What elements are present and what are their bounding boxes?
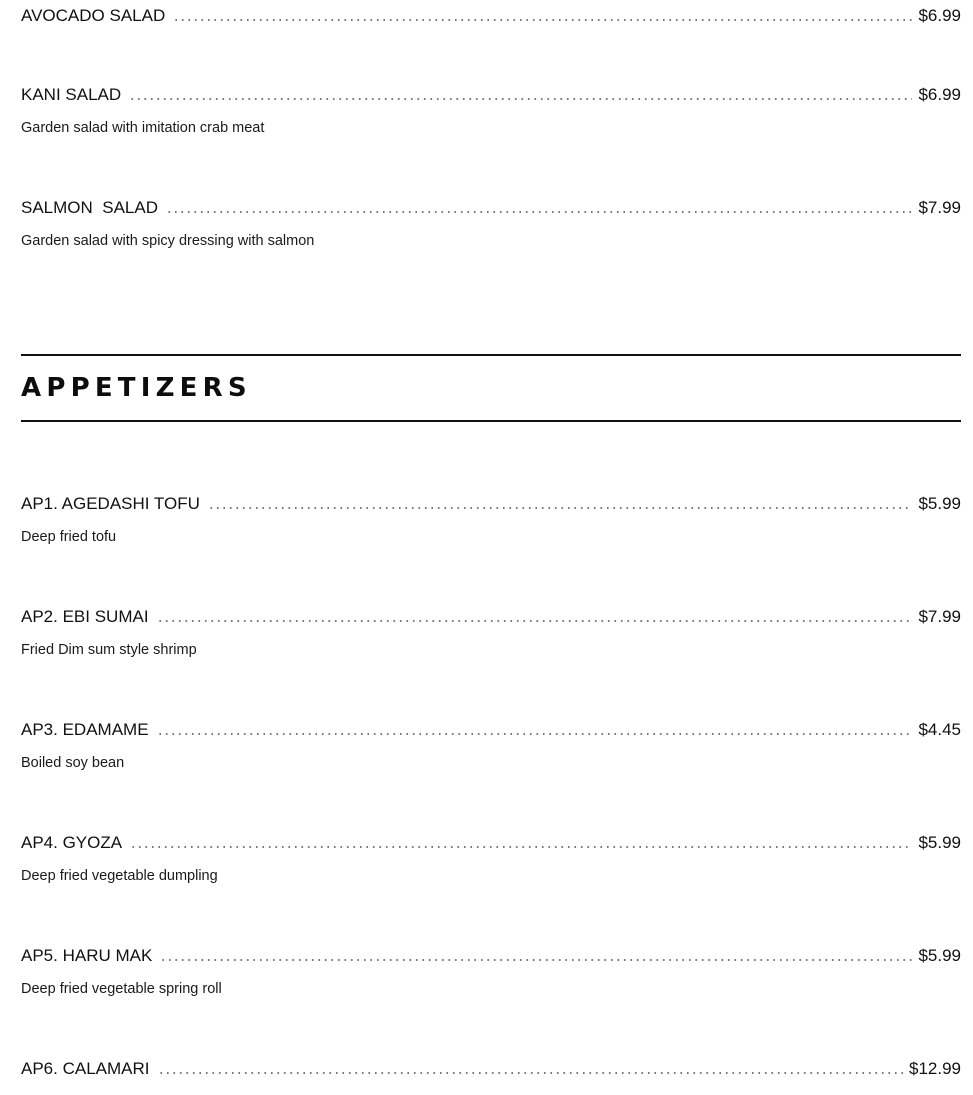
- dot-leader: [130, 846, 912, 848]
- menu-item-name: SALMON SALAD: [21, 198, 158, 217]
- menu-item-price: $6.99: [918, 85, 961, 104]
- dot-leader: [157, 733, 913, 735]
- menu-item-row: [21, 493, 961, 515]
- menu-item-calamari: [21, 1058, 961, 1080]
- menu-item-row: [21, 945, 961, 967]
- dot-leader: [160, 959, 912, 961]
- section-top-divider: [21, 354, 961, 356]
- dot-leader: [208, 507, 913, 509]
- menu-item-edamame: [21, 719, 961, 772]
- menu-item-price: $5.99: [918, 946, 961, 965]
- menu-item-price: $6.99: [918, 6, 961, 25]
- menu-item-description: Deep fried vegetable spring roll: [21, 981, 222, 997]
- section-bottom-divider: [21, 420, 961, 422]
- menu-item-gyoza: [21, 832, 961, 885]
- menu-item-description: Garden salad with imitation crab meat: [21, 120, 265, 136]
- menu-item-price: $5.99: [918, 494, 961, 513]
- dot-leader: [173, 19, 912, 21]
- menu-item-salmon-salad: [21, 197, 961, 250]
- menu-item-ebi-sumai: [21, 606, 961, 659]
- menu-item-description: Deep fried vegetable dumpling: [21, 868, 218, 884]
- menu-item-description: Fried Dim sum style shrimp: [21, 642, 197, 658]
- menu-item-name: AP5. HARU MAK: [21, 946, 153, 965]
- menu-item-price: $12.99: [909, 1059, 961, 1078]
- menu-item-name: AP1. AGEDASHI TOFU: [21, 494, 200, 513]
- menu-item-price: $5.99: [918, 833, 961, 852]
- menu-item-price: $7.99: [918, 198, 961, 217]
- dot-leader: [129, 98, 912, 100]
- section-title-appetizers: APPETIZERS: [21, 373, 252, 403]
- menu-item-name: AP4. GYOZA: [21, 833, 123, 852]
- menu-item-avocado-salad: [21, 5, 961, 27]
- menu-item-price: $4.45: [918, 720, 961, 739]
- menu-item-row: [21, 5, 961, 27]
- menu-item-name: AP2. EBI SUMAI: [21, 607, 149, 626]
- dot-leader: [166, 211, 912, 213]
- menu-item-row: [21, 832, 961, 854]
- menu-item-name: AP6. CALAMARI: [21, 1059, 150, 1078]
- menu-item-price: $7.99: [918, 607, 961, 626]
- dot-leader: [157, 620, 913, 622]
- menu-item-row: [21, 84, 961, 106]
- menu-item-row: [21, 719, 961, 741]
- menu-item-name: AVOCADO SALAD: [21, 6, 166, 25]
- menu-item-kani-salad: [21, 84, 961, 137]
- menu-item-row: [21, 606, 961, 628]
- menu-item-description: Boiled soy bean: [21, 755, 125, 771]
- dot-leader: [158, 1072, 904, 1074]
- menu-item-haru-mak: [21, 945, 961, 998]
- menu-item-name: KANI SALAD: [21, 85, 122, 104]
- menu-item-row: [21, 1058, 961, 1080]
- menu-item-agedashi-tofu: [21, 493, 961, 546]
- menu-item-description: Garden salad with spicy dressing with salmon: [21, 233, 315, 249]
- menu-item-name: AP3. EDAMAME: [21, 720, 149, 739]
- menu-item-row: [21, 197, 961, 219]
- menu-item-description: Deep fried tofu: [21, 529, 117, 545]
